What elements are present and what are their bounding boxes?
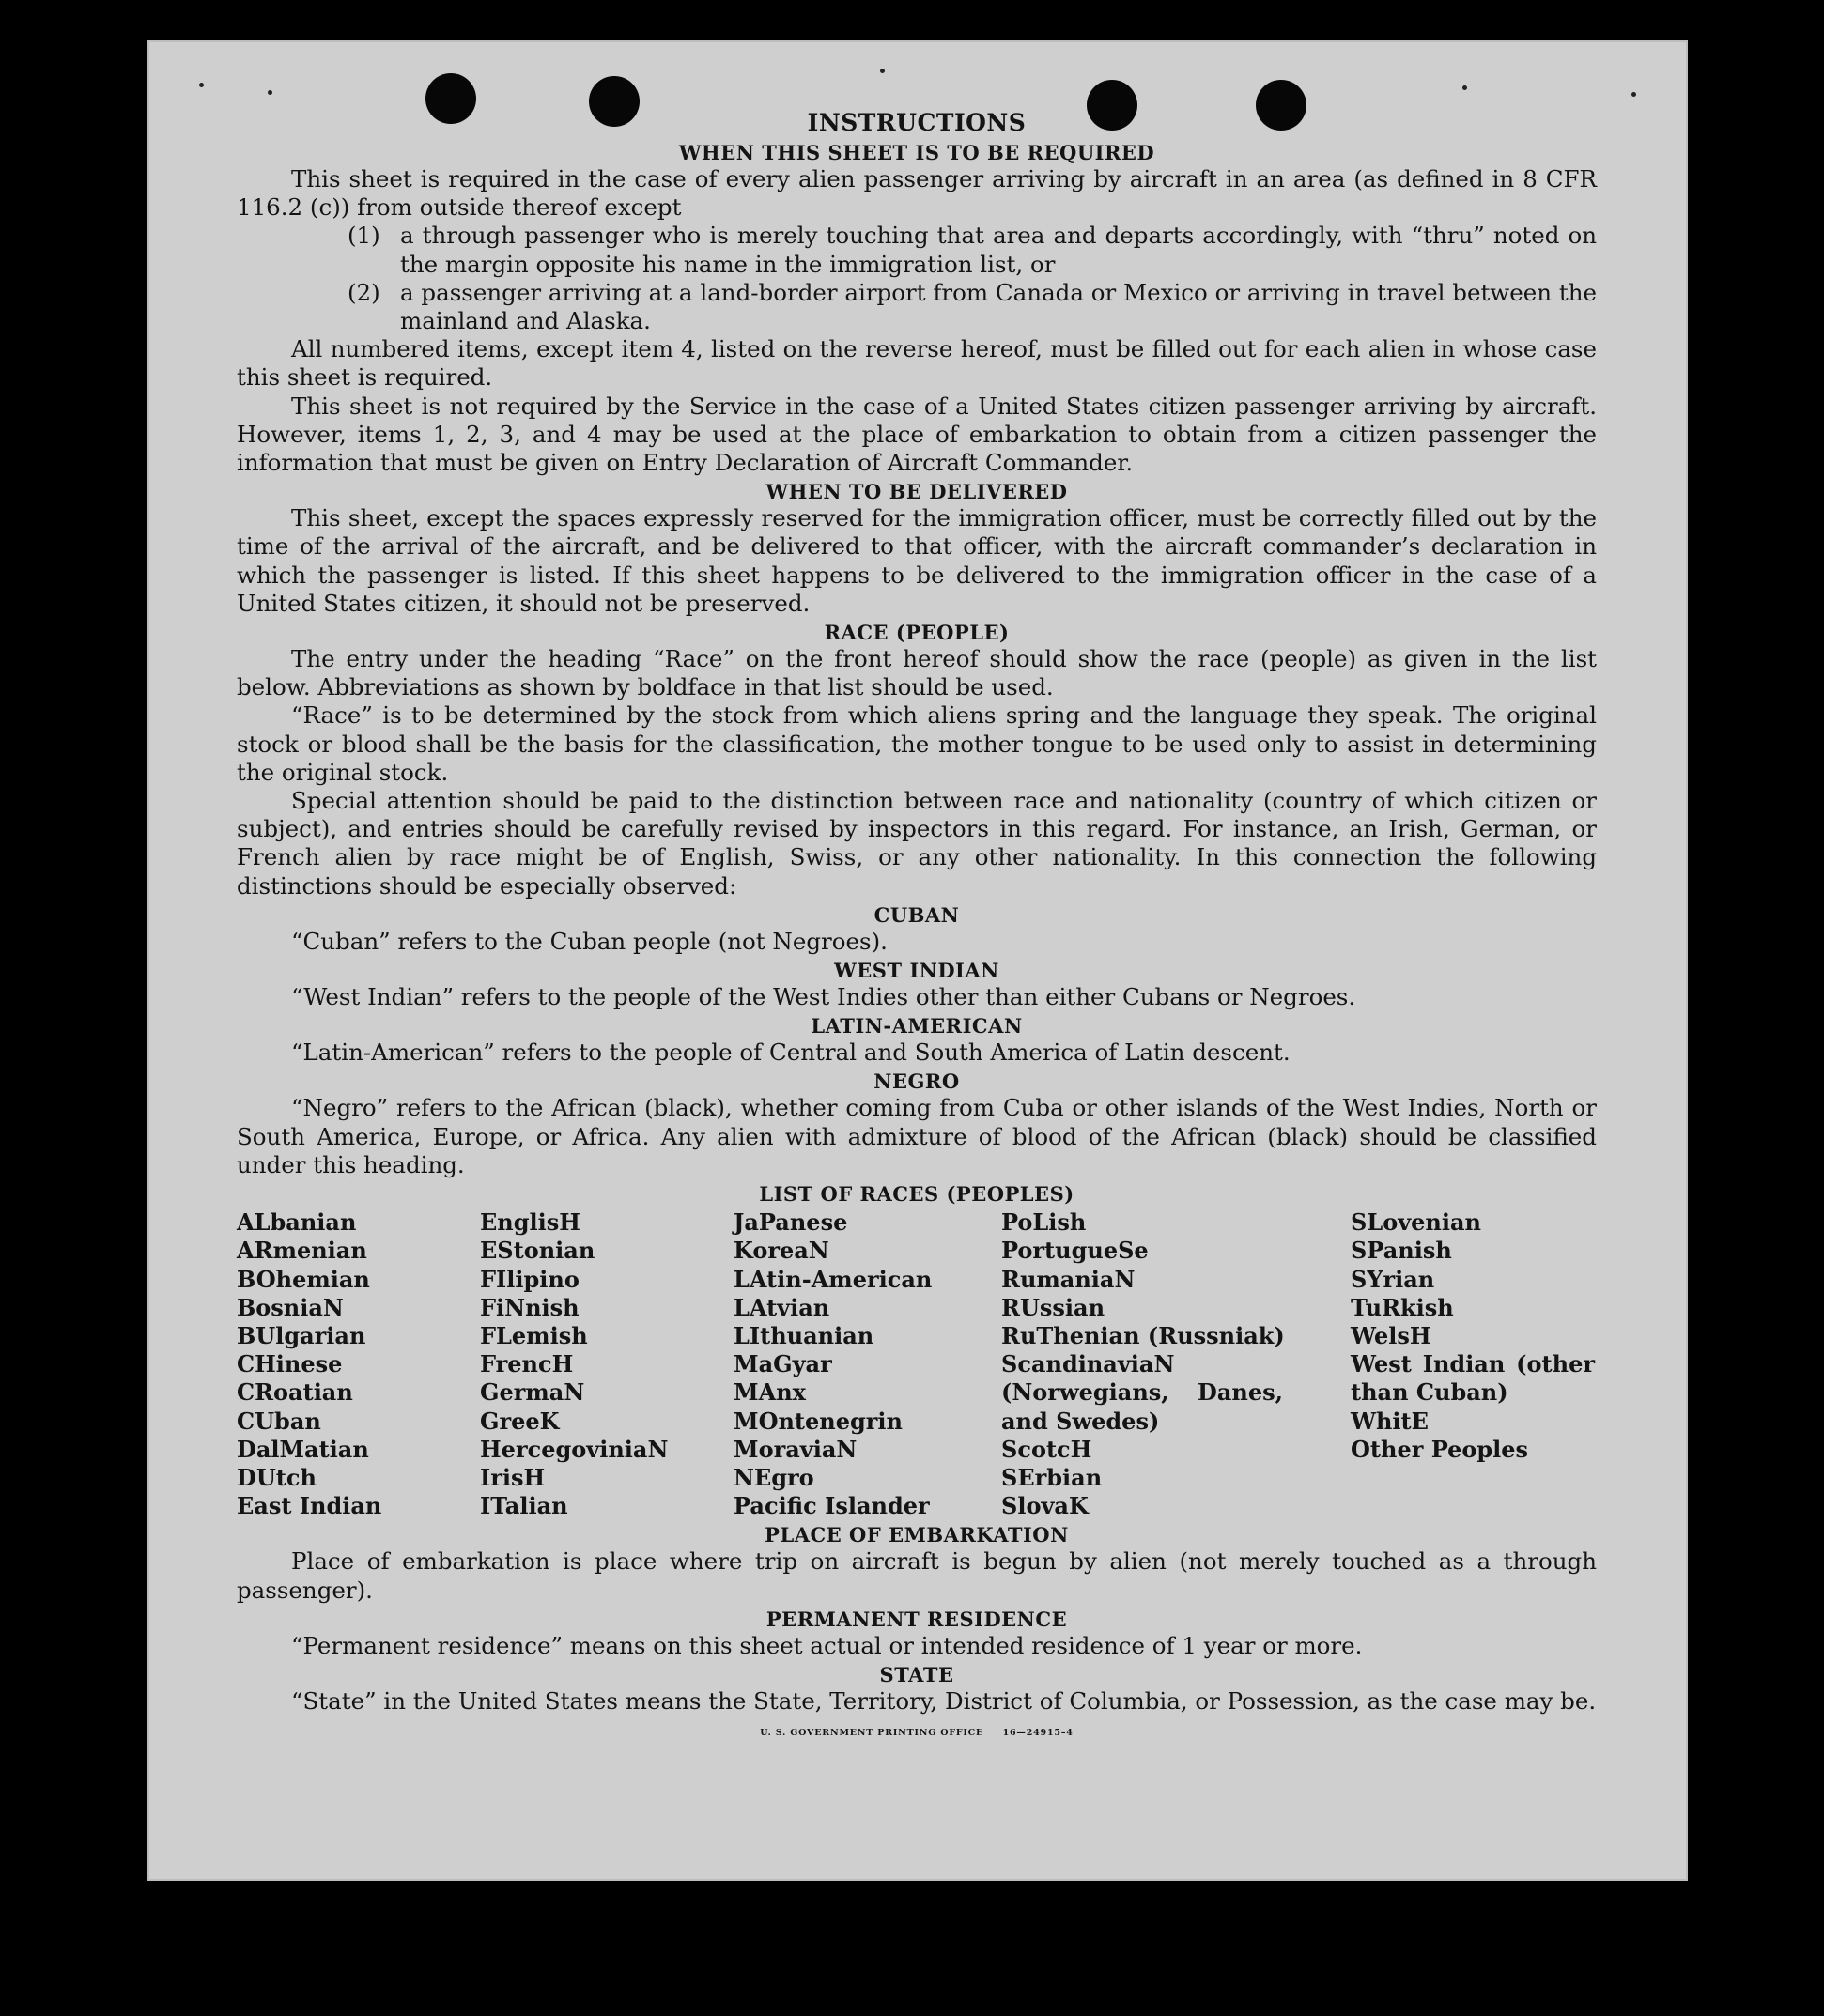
- exception-text: a through passenger who is merely touching that area and departs accordingly, with “thru” noted on the margin opposite his name in the immigration list, or: [400, 222, 1597, 278]
- exception-item: [348, 222, 1597, 278]
- race-entry: West Indian (other than Cuban): [1351, 1350, 1595, 1407]
- numbered-items-paragraph: All numbered items, except item 4, listed on the reverse hereof, must be filled out for each alien in whose case this sheet is required.: [237, 335, 1597, 392]
- race-entry: CRoatian: [237, 1378, 353, 1407]
- when-required-intro: This sheet is required in the case of every alien passenger arriving by aircraft in an area (as defined in 8 CFR 116.2 (c)) from outside thereof except: [237, 165, 1597, 222]
- exception-item: [348, 279, 1597, 335]
- state-text: “State” in the United States means the State, Territory, District of Columbia, or Possession, as the case may be.: [291, 1686, 1597, 1715]
- race-entry: MaGyar: [734, 1350, 832, 1378]
- ink-speck: [199, 83, 204, 87]
- exception-text: a passenger arriving at a land-border airport from Canada or Mexico or arriving in travel between the mainland and Alaska.: [400, 278, 1597, 335]
- race-entry: TuRkish: [1351, 1293, 1454, 1321]
- when-delivered-text: This sheet, except the spaces expressly reserved for the immigration officer, must be correctly filled out by the time of the arrival of the aircraft, and be delivered to that officer, with the aircraft commander’s declaration in which the passenger is listed. If this sheet happens to be delivered to the immigration officer in the case of a United States citizen, it should not be preserved.: [237, 504, 1597, 617]
- race-entry: FIlipino: [480, 1265, 580, 1293]
- race-heading: RACE (PEOPLE): [824, 621, 1010, 645]
- race-entry: SPanish: [1351, 1237, 1452, 1265]
- embarkation-heading: PLACE OF EMBARKATION: [765, 1523, 1069, 1547]
- exception-number: (2): [348, 278, 380, 306]
- exception-number: (1): [348, 222, 380, 250]
- race-entry: MOntenegrin: [734, 1407, 903, 1435]
- race-entry: CHinese: [237, 1350, 343, 1378]
- race-entry: WelsH: [1351, 1321, 1431, 1349]
- list-of-races-heading: LIST OF RACES (PEOPLES): [759, 1182, 1074, 1207]
- latin-american-text: “Latin-American” refers to the people of Central and South America of Latin descent.: [291, 1039, 1291, 1067]
- race-entry: JaPanese: [734, 1208, 848, 1237]
- race-entry: ALbanian: [237, 1208, 357, 1237]
- race-entry: IrisH: [480, 1463, 546, 1491]
- race-entry: RuThenian (Russniak): [1001, 1321, 1285, 1349]
- race-entry: FiNnish: [480, 1293, 580, 1321]
- race-paragraph-2: “Race” is to be determined by the stock from which aliens spring and the language they speak. The original stock or blood shall be the basis for the classification, the mother tongue to be used only to assist in determining the original stock.: [237, 701, 1597, 786]
- race-paragraph-3: Special attention should be paid to the distinction between race and nationality (country of which citizen or subject), and entries should be carefully revised by inspectors in this regard. For instance, an Irish, German, or French alien by race might be of English, Swiss, or any other nationality. In this connection the following distinctions should be especially observed:: [237, 787, 1597, 900]
- race-entry: KoreaN: [734, 1237, 829, 1265]
- negro-text: “Negro” refers to the African (black), whether coming from Cuba or other islands of the West Indies, North or South America, Europe, or Africa. Any alien with admixture of blood of the African (black) should be classified under this heading.: [237, 1094, 1597, 1178]
- races-column-2: [480, 1208, 734, 1520]
- race-entry: DUtch: [237, 1463, 317, 1491]
- race-entry: SYrian: [1351, 1265, 1435, 1293]
- race-entry: GreeK: [480, 1407, 560, 1435]
- race-entry: LAtvian: [734, 1293, 830, 1321]
- latin-american-heading: LATIN-AMERICAN: [811, 1014, 1023, 1039]
- race-entry: CUban: [237, 1407, 321, 1435]
- negro-heading: NEGRO: [873, 1070, 960, 1094]
- race-entry: RUssian: [1001, 1293, 1105, 1321]
- ink-speck: [880, 69, 885, 73]
- race-entry: SlovaK: [1001, 1492, 1089, 1520]
- race-entry: DalMatian: [237, 1435, 369, 1463]
- race-entry: GermaN: [480, 1378, 585, 1407]
- west-indian-text: “West Indian” refers to the people of the West Indies other than either Cubans or Negroes.: [291, 983, 1356, 1011]
- race-entry: EnglisH: [480, 1208, 580, 1237]
- instructions-title: INSTRUCTIONS: [807, 109, 1027, 136]
- race-entry: East Indian: [237, 1492, 382, 1520]
- race-entry: BosniaN: [237, 1293, 344, 1321]
- cuban-text: “Cuban” refers to the Cuban people (not Negroes).: [291, 927, 888, 955]
- race-entry: MoraviaN: [734, 1435, 858, 1463]
- race-entry: EStonian: [480, 1237, 595, 1265]
- ink-speck: [268, 90, 272, 95]
- race-entry: BOhemian: [237, 1265, 370, 1293]
- races-column-4: [1001, 1208, 1351, 1520]
- race-entry: RumaniaN: [1001, 1265, 1136, 1293]
- citizen-paragraph: This sheet is not required by the Service in the case of a United States citizen passenger arriving by aircraft. However, items 1, 2, 3, and 4 may be used at the place of embarkation to obtain from a citizen passenger the information that must be given on Entry Declaration of Aircraft Commander.: [237, 392, 1597, 477]
- race-entry: ARmenian: [237, 1237, 367, 1265]
- race-entry: MAnx: [734, 1378, 806, 1407]
- race-entry: ScandinaviaN (Norwegians, Danes, and Swedes): [1001, 1350, 1283, 1435]
- race-entry: BUlgarian: [237, 1321, 366, 1349]
- races-column-1: [237, 1208, 480, 1520]
- race-entry: WhitE: [1351, 1407, 1429, 1435]
- race-entry: PortugueSe: [1001, 1237, 1149, 1265]
- instructions-content: [237, 108, 1597, 1740]
- race-entry: NEgro: [734, 1463, 814, 1491]
- race-entry: ScotcH: [1001, 1435, 1092, 1463]
- residence-heading: PERMANENT RESIDENCE: [765, 1607, 1068, 1631]
- cuban-heading: CUBAN: [873, 902, 960, 927]
- races-list: [237, 1208, 1597, 1520]
- printing-office-footer: U. S. GOVERNMENT PRINTING OFFICE 16—24915–4: [760, 1728, 1074, 1739]
- race-entry: ITalian: [480, 1492, 568, 1520]
- races-column-3: [734, 1208, 1001, 1520]
- race-entry: FrencH: [480, 1350, 574, 1378]
- race-entry: Pacific Islander: [734, 1492, 930, 1520]
- residence-text: “Permanent residence” means on this sheet actual or intended residence of 1 year or more.: [291, 1631, 1363, 1659]
- race-paragraph-1: The entry under the heading “Race” on the front hereof should show the race (people) as given in the list below. Abbreviations as shown by boldface in that list should be used.: [237, 645, 1597, 701]
- ink-speck: [1462, 85, 1467, 90]
- when-delivered-heading: WHEN TO BE DELIVERED: [765, 480, 1068, 504]
- race-entry: SLovenian: [1351, 1208, 1481, 1237]
- document-page: [147, 40, 1688, 1881]
- race-entry: LAtin-American: [734, 1265, 933, 1293]
- ink-speck: [1631, 92, 1636, 97]
- west-indian-heading: WEST INDIAN: [834, 959, 999, 983]
- race-entry: HercegoviniaN: [480, 1435, 669, 1463]
- race-entry: SErbian: [1001, 1463, 1103, 1491]
- races-column-5: [1351, 1208, 1597, 1520]
- when-required-heading: WHEN THIS SHEET IS TO BE REQUIRED: [678, 141, 1155, 164]
- race-entry: LIthuanian: [734, 1321, 874, 1349]
- embarkation-text: Place of embarkation is place where trip on aircraft is begun by alien (not merely touched as a through passenger).: [237, 1547, 1597, 1604]
- state-heading: STATE: [879, 1662, 954, 1686]
- race-entry: Other Peoples: [1351, 1435, 1529, 1463]
- race-entry: FLemish: [480, 1321, 588, 1349]
- race-entry: PoLish: [1001, 1208, 1087, 1237]
